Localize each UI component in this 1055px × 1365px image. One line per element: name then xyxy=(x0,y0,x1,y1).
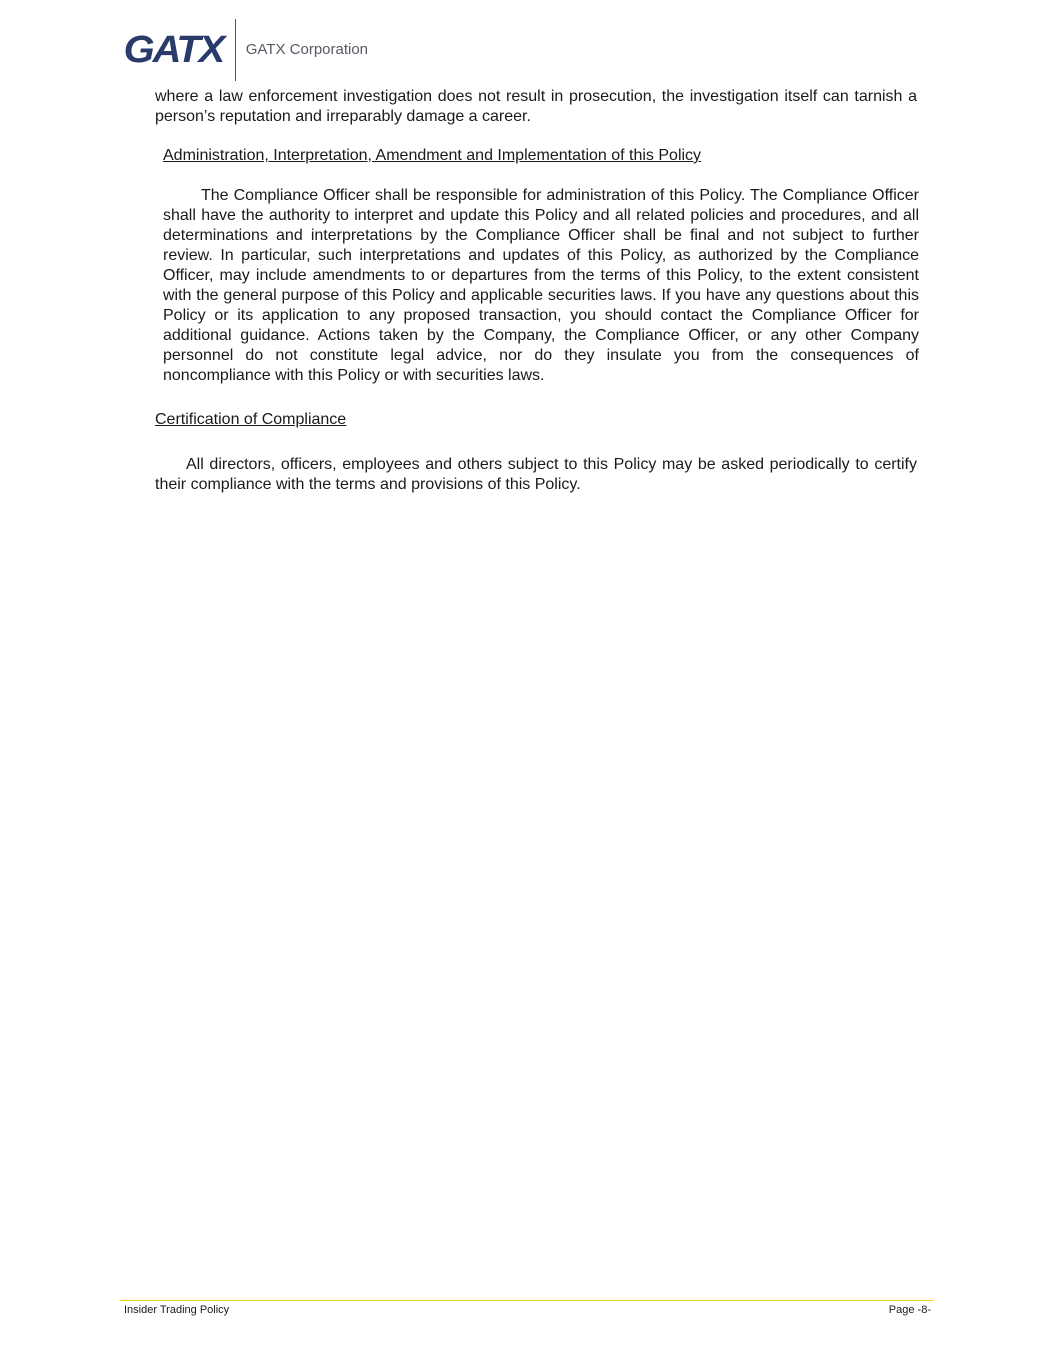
section-body-administration: The Compliance Officer shall be responsible for administration of this Policy. The Compliance Officer shall have the authority to interpret and update this Policy and all related policies and procedures, and all determinations and interpretations by the Compliance Officer shall be final and not subject to further review. In particular, such interpretations and updates of this Policy, as authorized by the Compliance Officer, may include amendments to or departures from the terms of this Policy, to the extent consistent with the general purpose of this Policy and applicable securities laws. If you have any questions about this Policy or its application to any proposed transaction, you should contact the Compliance Officer for additional guidance. Actions taken by the Company, the Compliance Officer, or any other Company personnel do not constitute legal advice, nor do they insulate you from the consequences of noncompliance with this Policy or with securities laws. xyxy=(163,187,919,384)
section-body-certification: All directors, officers, employees and others subject to this Policy may be asked periodically to certify their compliance with the terms and provisions of this Policy. xyxy=(155,456,917,493)
footer-rule xyxy=(120,1300,934,1301)
section-heading-administration: Administration, Interpretation, Amendment and Implementation of this Policy xyxy=(163,147,702,164)
page-header xyxy=(123,18,369,82)
footer-page-number: Page -8- xyxy=(888,1304,931,1316)
header-divider xyxy=(235,19,236,81)
section-heading-certification: Certification of Compliance xyxy=(155,411,347,428)
intro-paragraph: where a law enforcement investigation does not result in prosecution, the investigation itself can tarnish a person’s reputation and irreparably damage a career. xyxy=(155,88,917,125)
company-name: GATX Corporation xyxy=(245,40,369,58)
gatx-logo: GATX xyxy=(123,29,224,71)
footer-document-title: Insider Trading Policy xyxy=(124,1304,230,1316)
